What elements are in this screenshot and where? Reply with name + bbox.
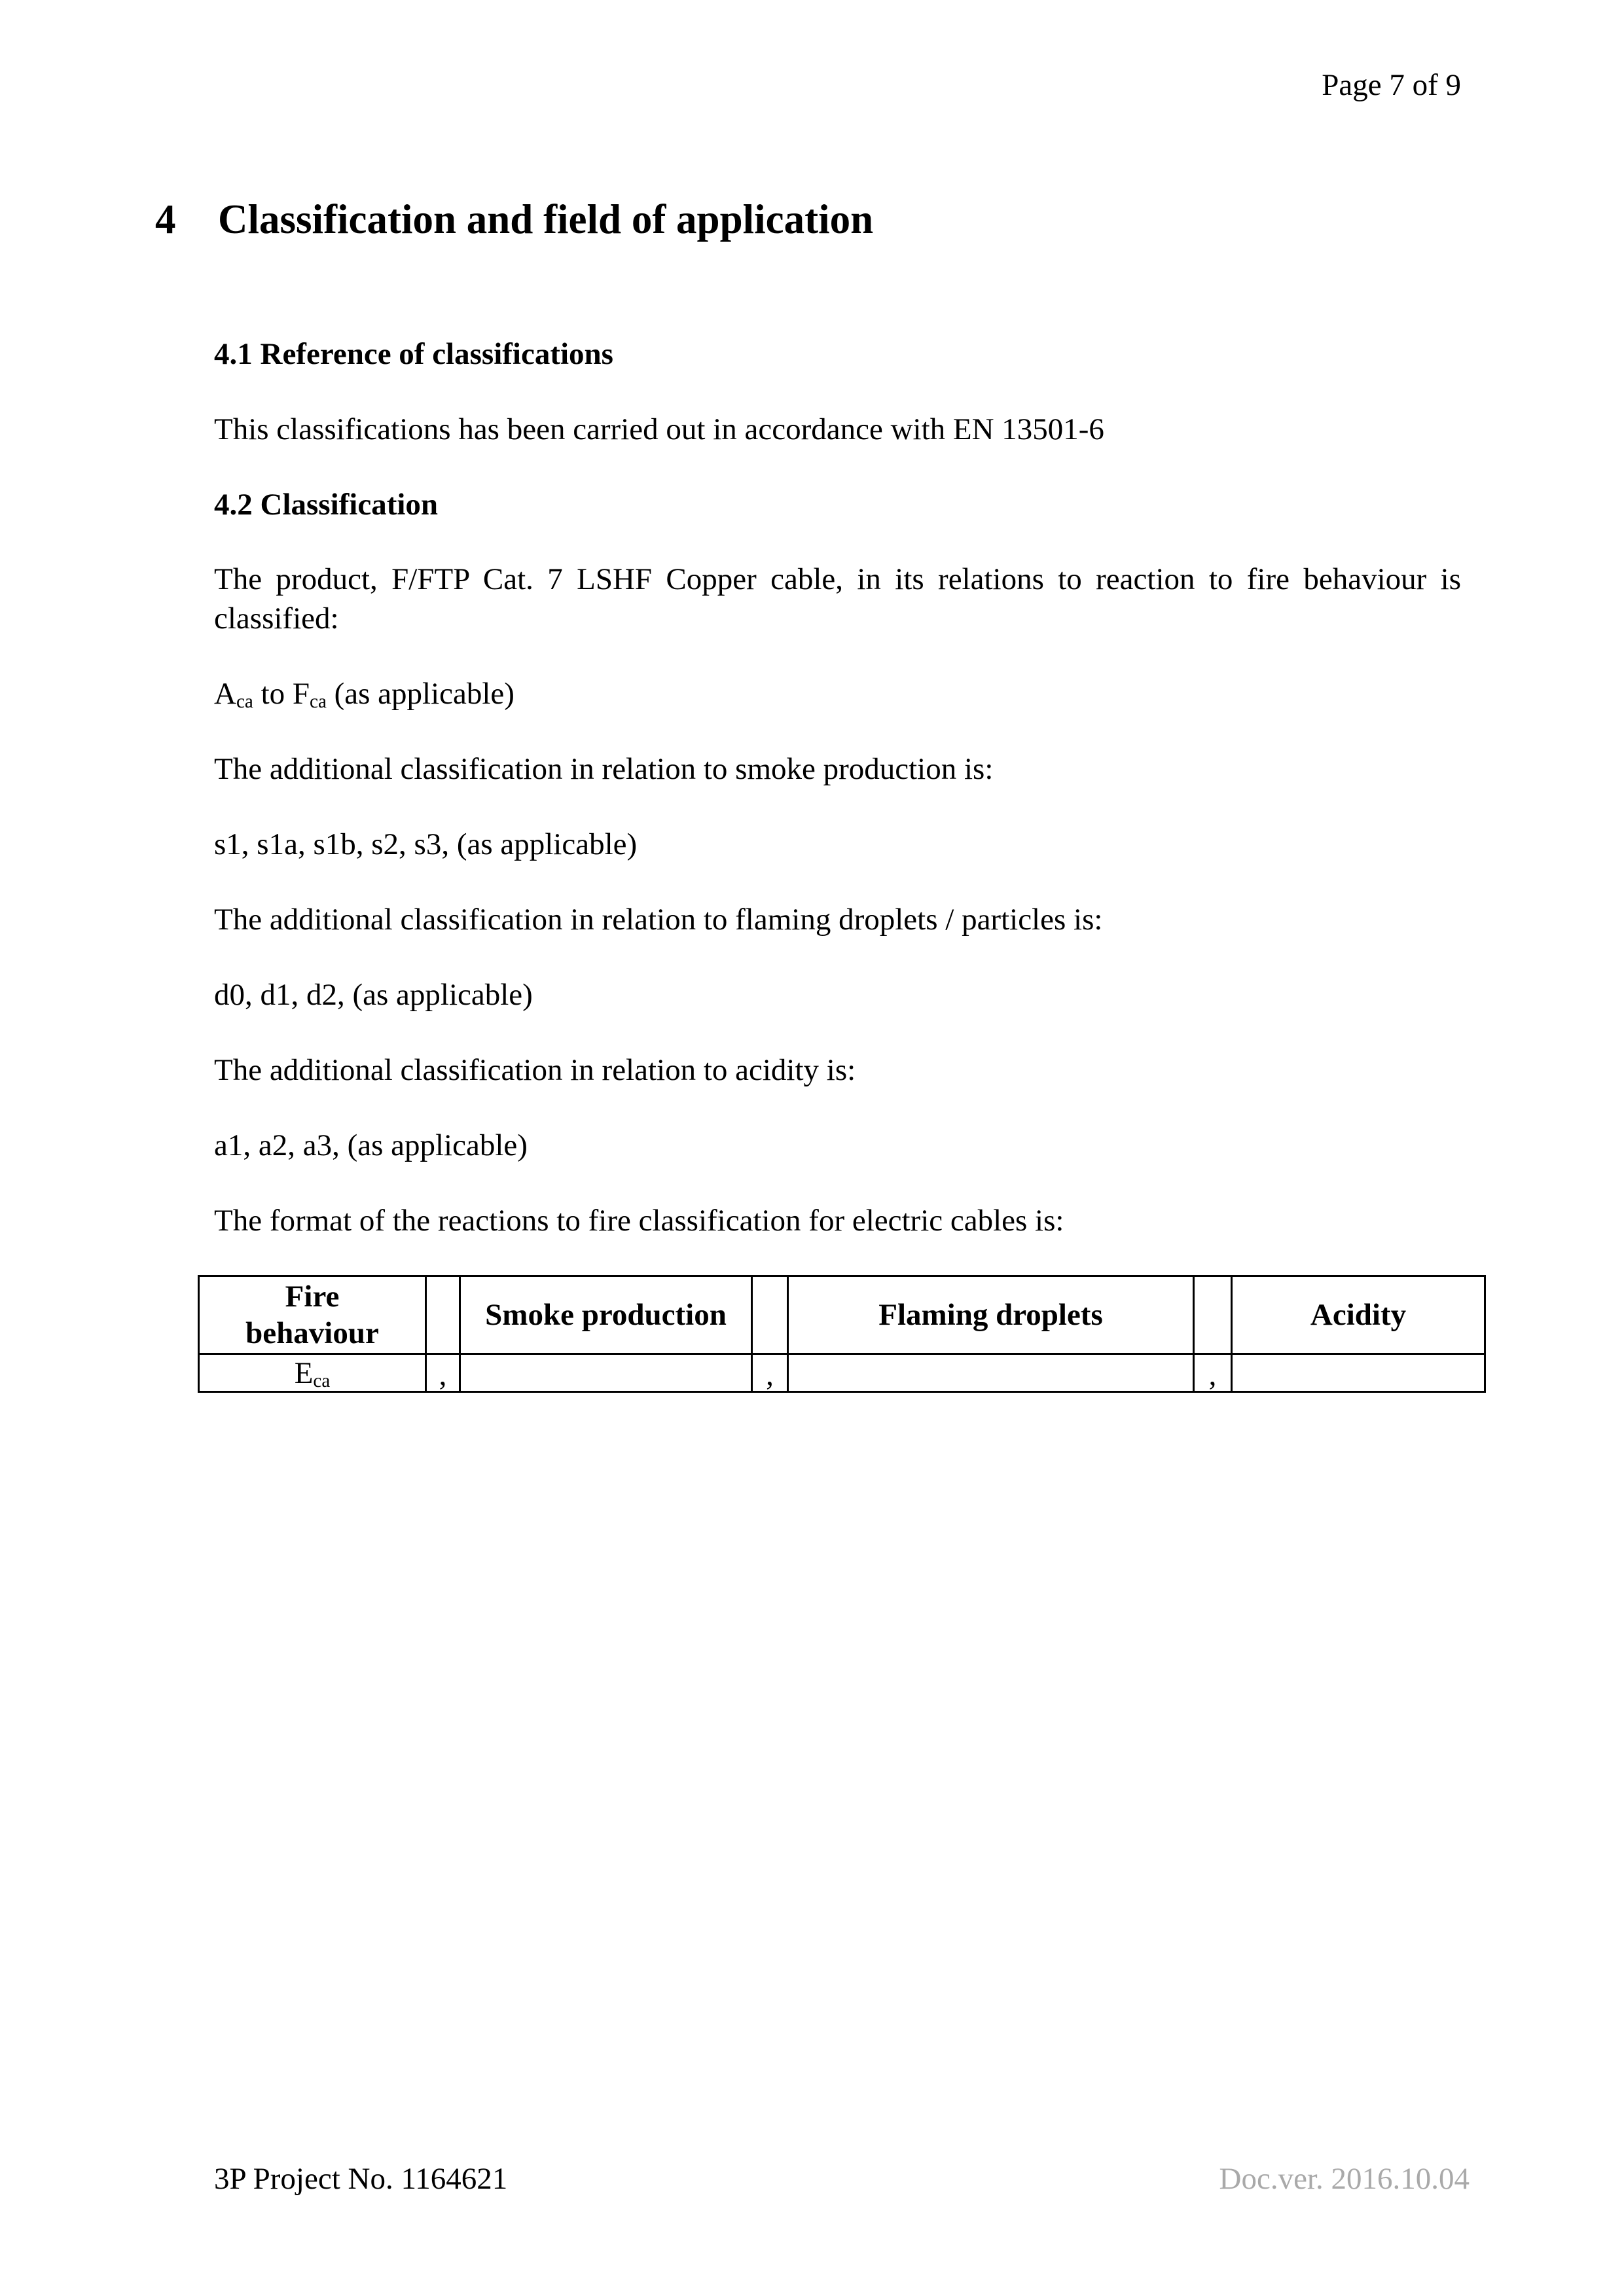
table-data-row: [199, 1354, 1485, 1392]
fire-range-a-subscript: ca: [236, 691, 253, 713]
fire-class-value-subscript: ca: [313, 1370, 331, 1391]
fire-range-f: F: [292, 677, 310, 711]
paragraph-droplets-intro: The additional classification in relation to flaming droplets / particles is:: [214, 903, 1103, 937]
section-heading-number: 4: [155, 196, 176, 242]
paragraph-acidity-intro: The additional classification in relation to acidity is:: [214, 1053, 856, 1087]
paragraph-acidity-values: a1, a2, a3, (as applicable): [214, 1128, 528, 1162]
table-cell-flaming-droplets: [788, 1354, 1194, 1392]
subsection-title-4-1: 4.1 Reference of classifications: [214, 337, 613, 371]
fire-class-value: E: [294, 1355, 314, 1390]
table-header-separator-1: [426, 1276, 460, 1354]
table-header-fire-behaviour: [199, 1276, 426, 1354]
table-cell-fire-behaviour: [199, 1354, 426, 1392]
table-header-flaming-droplets: Flaming droplets: [788, 1276, 1194, 1354]
paragraph-classification-intro: [214, 560, 1461, 638]
fire-range-a: A: [214, 677, 236, 711]
table-header-fire-behaviour-label: Fire behaviour: [245, 1280, 379, 1350]
footer-project-number: 3P Project No. 1164621: [214, 2162, 508, 2196]
classification-table: [198, 1275, 1486, 1393]
paragraph-fire-range: [214, 674, 514, 713]
table-header-row: [199, 1276, 1485, 1354]
table-header-acidity: Acidity: [1232, 1276, 1485, 1354]
table-header-separator-3: [1194, 1276, 1232, 1354]
paragraph-classification-intro-line1: The product, F/FTP Cat. 7 LSHF Copper cable, in its relations to reaction to fire behaviour is: [214, 562, 1461, 596]
section-heading: [155, 194, 873, 245]
table-cell-separator-3: ,: [1194, 1354, 1232, 1392]
table-cell-acidity: [1232, 1354, 1485, 1392]
table-header-smoke-production: Smoke production: [460, 1276, 752, 1354]
paragraph-droplets-values: d0, d1, d2, (as applicable): [214, 978, 533, 1012]
paragraph-classification-intro-line2: classified:: [214, 601, 339, 636]
fire-range-to: to: [253, 677, 293, 711]
page-number: Page 7 of 9: [1322, 68, 1461, 102]
paragraph-smoke-intro: The additional classification in relation to smoke production is:: [214, 752, 994, 786]
fire-range-f-subscript: ca: [310, 691, 327, 713]
table-cell-separator-1: ,: [426, 1354, 460, 1392]
table-cell-separator-2: ,: [752, 1354, 788, 1392]
subsection-title-4-2: 4.2 Classification: [214, 488, 439, 522]
fire-range-suffix: (as applicable): [326, 677, 514, 711]
section-heading-title: Classification and field of application: [218, 196, 874, 242]
footer-doc-version: Doc.ver. 2016.10.04: [1219, 2162, 1470, 2196]
table-cell-smoke-production: [460, 1354, 752, 1392]
table-header-separator-2: [752, 1276, 788, 1354]
paragraph-smoke-values: s1, s1a, s1b, s2, s3, (as applicable): [214, 827, 638, 861]
paragraph-format-intro: The format of the reactions to fire classification for electric cables is:: [214, 1204, 1064, 1238]
paragraph-reference-body: This classifications has been carried out in accordance with EN 13501-6: [214, 412, 1104, 446]
